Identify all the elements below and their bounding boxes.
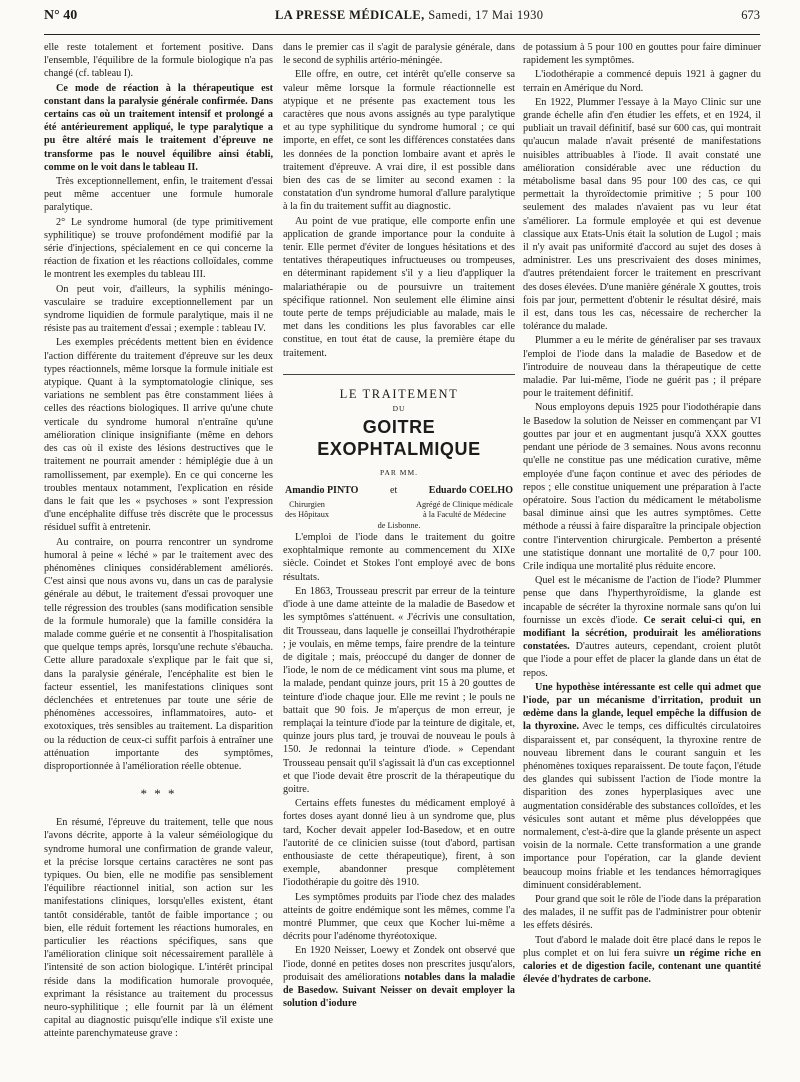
affiliation-2 (416, 500, 513, 520)
text-run: Tout d'abord le malade doit être placé dans le repos le plus complet et on lui fera suivre (523, 934, 761, 959)
affiliations (283, 500, 515, 520)
paragraph: En 1863, Trousseau prescrit par erreur de la teinture d'iode à une dame atteinte de la maladie de Basedow et les symptômes s'atténuent. « J'écrivis une consultation, dit Trousseau, dans laquelle je conseillai l'hydrothérapie ; je voulais, en même temps, faire prendre de la teinture de digitale ; mais, préoccupé du danger de donner de l'iode, le nom de ce médicament vint sous ma plume, et la malade, pendant quinze jours, prit 15 à 20 gouttes de teinture d'iode chaque jour. Elle me revint ; le pouls ne battait que 90 fois. Je m'aperçus de mon erreur, je remplaçai la teinture d'iode par la teinture de digitale, et, quinze jours plus tard, je trouvai de nouveau le pouls à 150. Je redonnai la teinture d'iode. » Cependant Trousseau pensait qu'il s'agissait là d'un cas exceptionnel et que l'iode devait être proscrit de la thérapeutique du goitre. (283, 585, 515, 795)
text-run: D'autres auteurs, cependant, croient plutôt que l'iode a pour effet de placer la glande dans un état de repos. (523, 641, 761, 679)
text-run: Quel est le mécanisme de l'action de l'iode? Plummer pense que dans l'hyperthyroïdisme, la glande est incapable de sécréter la thyroxine normale sans qu'on lui fournisse un excès d'iode. (523, 575, 761, 626)
paragraph: Elle offre, en outre, cet intérêt qu'elle conserve sa valeur même lorsque la formule réactionnelle est atypique et ne présente pas exactement tous les caractères que nous avons assignés au type paralytique et au type syphilitique du syndrome humoral ; ce qui importe, en effet, ce sont les différences constatées dans les données de la ponction lombaire avant et après le traitement d'épreuve. A vrai dire, il est possible dans bien des cas de se limiter au second examen : la constatation d'un syndrome humoral d'allure paralytique à la fin du traitement suffit au diagnostic. (283, 69, 515, 213)
paragraph: L'iodothérapie a commencé depuis 1921 à gagner du terrain en Amérique du Nord. (523, 69, 761, 94)
paragraph: En 1922, Plummer l'essaye à la Mayo Clinic sur une grande échelle afin d'en étudier les effets, et en 1924, il publiait un travail définitif, basé sur 600 cas, qui montrait qu'aucun malade n'avait présenté de manifestations nuisibles attribuables à l'iode. Il avait constaté une amélioration considérable avec une réduction du métabolisme basal dans 95 pour 100 des cas, ce qui permettait la thyroïdectomie primitive ; 5 pour 100 seulement des malades n'avaient pas vu leur état s'améliorer. La formule employée et qui est devenue classique aux Etats-Unis était la solution de Lugol ; mais il n'y avait pas uniformité d'accord au sujet des doses à administrer. Les uns prescrivaient des doses minimes, d'autres prétendaient forcer le traitement en prescrivant des doses élevées. D'une manière générale X gouttes, trois fois par jour, permettent d'obtenir le résultat désiré, mais il est, dans tous les cas, nécessaire de rechercher la tolérance du malade. (523, 96, 761, 333)
issue-date: Samedi, 17 Mai 1930 (428, 8, 544, 22)
affiliation-1-line1: Chirurgien (289, 500, 325, 510)
text-run: En 1920 Neisser, Loewy et Zondek ont observé que l'iode, donné en petites doses non prescrites jusqu'alors, produisait des améliorations (283, 945, 515, 983)
paragraph: L'emploi de l'iode dans le traitement du goitre exophtalmique remonte au commencement du XIXe siècle. Coindet et Stokes l'ont employé avec de bons résultats. (283, 532, 515, 583)
affiliation-1-line2: des Hôpitaux (285, 510, 330, 520)
text-run: Avec le temps, ces difficultés circulatoires disparaissent et, par conséquent, la thyroxine rentre de nouveau librement dans le courant sanguin et les phénomènes toxiques reparaissent. De toute façon, l'étude des glandes qui subissent l'action de l'iode montre la disparition des zones hyperplasiques avec une augmentation considérable des substances colloïdes, et les vésicules sont autant et même plus développées que normalement, c'est-à-dire que la glande présente un aspect voisin de la normale. Cette transformation a une grande importance pour l'opération, car la glande devient beaucoup moins friable et les tendances hémorragiques diminuent considérablement. (523, 721, 761, 891)
paragraph: Au point de vue pratique, elle comporte enfin une application de grande importance pour la conduite à tenir. Elle permet d'éviter de longues hésitations et des tentatives thérapeutiques infructueuses ou trompeuses, en déterminant rapidement s'il y a lieu d'appliquer la malariathérapie ou de poursuivre un traitement spécifique rationnel. Non seulement elle élimine ainsi toute perte de temps préjudiciable au malade, mais le met dans les conditions les plus favorables car elle constitue, en tout état de cause, la première étape du traitement. (283, 215, 515, 359)
text-run-bold: un régime riche en calories et de digestion facile, contenant une quantité élevée d'hydrates de carbone. (523, 947, 761, 986)
text-run-bold: Ce serait celui-ci qui, en modifiant la sécrétion, produirait les améliorations constatées. (523, 614, 761, 653)
author-conjunction: et (390, 484, 398, 496)
paragraph: de potassium à 5 pour 100 en gouttes pour faire diminuer rapidement les symptômes. (523, 42, 761, 67)
paragraph: Très exceptionnellement, enfin, le traitement d'essai peut même accentuer une formule humorale paralytique. (44, 176, 273, 214)
paragraph: On peut voir, d'ailleurs, la syphilis méningo-vasculaire se traduire exceptionnellement par un syndrome liquidien de formule paralytique, mais il ne résiste pas au traitement d'essai ; exemple : tableau IV. (44, 283, 273, 335)
paragraph: dans le premier cas il s'agit de paralysie générale, dans le second de syphilis artério-méningée. (283, 42, 515, 67)
paragraph: Les symptômes produits par l'iode chez des malades atteints de goitre endémique sont les mêmes, comme l'a montré Plummer, que ceux que Kocher lui-même a décrits pour l'adénome thyréotoxique. (283, 891, 515, 943)
text-run-bold: notables dans la maladie de Basedow. Suivant Neisser on devait employer la solution d'iodure (283, 971, 515, 1010)
author-1: Amandio PINTO (285, 484, 359, 496)
page-header (44, 8, 760, 35)
paragraph: elle reste totalement et fortement positive. Dans l'ensemble, l'équilibre de la formule biologique n'a pas changé (cf. tableau I). (44, 42, 273, 80)
authors-line (283, 484, 515, 497)
paragraph: 2° Le syndrome humoral (de type primitivement syphilitique) se trouve profondément modifié par la série d'injections, spécialement en ce qui concerne la réaction de fixation et les réactions colloïdales, comme le montrent les exemples du tableau III. (44, 216, 273, 281)
issue-number: N° 40 (44, 8, 78, 23)
affiliation-2-line1: Agrégé de Clinique médicale (416, 500, 513, 510)
paragraph (283, 944, 515, 1010)
running-title (275, 8, 543, 23)
paragraph: Plummer a eu le mérite de généraliser par ses travaux l'emploi de l'iode dans la maladie de Basedow et de l'introduire de nouveau dans la thérapeutique de cette maladie. Par lui-même, l'iode ne guérit pas ; il prépare pour le traitement définitif. (523, 335, 761, 400)
paragraph: Au contraire, on pourra rencontrer un syndrome humoral à peine « léché » par le traitement avec des phénomènes cliniques considérablement améliorés. C'est ainsi que nous avons vu, dans un cas de paralysie générale au début, le traitement d'essai provoquer une telle régression des troubles (sans modification sensible de la formule humorale) que la famille considéra la malade comme guérie et ne consentit à l'hospitalisation que quelque temps après, lorsqu'une rechute s'ébaucha. Cette allure paradoxale s'explique par le fait que si, dans la paralysie générale, l'encéphalite est bien le facteur essentiel, les manifestations cliniques sont déclenchées et entretenues par toute une série de phénomènes accessoires, inflammatoires, auto- et exotoxiques, très sensibles au traitement. La disparition ou la réduction de ceux-ci suffit parfois à entraîner une atténuation importante des symptômes, disproportionnée à l'amélioration réelle obtenue. (44, 536, 273, 772)
article-byline-par: PAR MM. (380, 467, 418, 477)
paragraph (523, 681, 761, 892)
paragraph: Certains effets funestes du médicament employé à fortes doses ayant donné lieu à un syndrome que, plus tard, Kocher devait appeler Iod-Basedow, et en outre l'autorité de ce clinicien suisse (tout d'abord, partisan enthousiaste de cette thérapeutique), firent, à son exemple, abandonner presque complètement l'iodothérapie du goitre dès 1910. (283, 798, 515, 889)
paragraph: Ce mode de réaction à la thérapeutique est constant dans la paralysie générale confirmée. Dans certains cas où un traitement intensif et prolongé a été antérieurement appliqué, le type paralytique a pu être altéré mais le traitement d'épreuve ne transforme pas le nouvel équilibre ainsi établi, comme on le voit dans le tableau II. (44, 82, 273, 173)
section-asterism: * * * (140, 786, 177, 802)
affiliation-2-line2: à la Faculté de Médecine (423, 510, 506, 520)
folio-number: 673 (741, 8, 760, 22)
paragraph (523, 934, 761, 987)
text-run-bold: Une hypothèse intéressante est celle qui admet que l'iode, par un mécanisme d'irritation, produit un œdème dans la glande, lequel empêche la diffusion de la thyroxine. (523, 681, 761, 733)
column-3 (523, 41, 761, 1066)
affiliation-city: de Lisbonne. (377, 521, 421, 531)
column-1 (44, 41, 273, 1066)
affiliation-1 (285, 500, 329, 520)
journal-name: LA PRESSE MÉDICALE, (275, 8, 425, 22)
article-title-du: DU (392, 403, 406, 413)
paragraph: Les exemples précédents mettent bien en évidence l'action différente du traitement d'épreuve sur les deux types réactionnels, même lorsque la formule initiale est atypique. Quant à la symptomatologie clinique, ses variations ne semblent pas être constamment liées à celles des réactions biologiques. Il arrive qu'une chute verticale du syndrome humoral n'entraîne qu'une amélioration clinique insignifiante (même en dehors des cas où il existe des lésions destructives que le traitement ne pourrait amender : hémiplégie due à un ramollissement, par exemple). En ce qui concerne les troubles mentaux notamment, l'explication en réside dans le fait que les « psychoses » sont l'expression d'une encéphalite diffuse très discrète que le processus résiduel suffit à entretenir. (44, 337, 273, 534)
author-2: Eduardo COELHO (428, 484, 513, 496)
paragraph: Nous employons depuis 1925 pour l'iodothérapie dans le Basedow la solution de Neisser en commençant par VI gouttes par jour et en augmentant jusqu'à XXX gouttes pendant une période de 3 semaines. Nous avons reconnu qu'elle ne constitue pas une médication curative, même employée d'une façon continue et avec des périodes de repos ; elle constitue uniquement une préparation à l'acte opératoire. Sous l'action du médicament le métabolisme basal diminue ainsi que les autres symptômes. Cette méthode a réussi à faire disparaître la principale objection contre l'intervention chirurgicale. Pemberton a présenté une statistique donnant une mortalité de 0,7 pour 100. Crile indiqua une mortalité plus réduite encore. (523, 402, 761, 572)
article-title-line1: LE TRAITEMENT (339, 386, 459, 401)
paragraph: Pour grand que soit le rôle de l'iode dans la préparation des malades, il ne suffit pas de l'administrer pour obtenir les effets désirés. (523, 894, 761, 932)
article-title-main: GOITRE EXOPHTALMIQUE (317, 416, 481, 459)
paragraph: En résumé, l'épreuve du traitement, telle que nous l'avons décrite, apporte à la valeur séméiologique du syndrome humoral une confirmation de grande valeur, et la précise lorsque certains caractères ne sont pas typiques. Ou bien, elle ne modifie pas sensiblement l'équilibre réactionnel initial, son action sur les manifestations cliniques, lorsqu'elles existent, étant tantôt considérable, tantôt de faible importance ; ou bien, elle réduit fortement les réactions humorales, en particulier les réactions spécifiques, sans que l'amélioration clinique soit nécessairement parallèle à l'intensité de son action biologique. L'intérêt principal réside dans la modification humorale provoquée, exprimant la résistance au traitement du processus neuro-syphilitique ; elle fournit par là un élément capital au diagnostic puisqu'elle indique s'il existe une atteinte parenchymateuse grave : (44, 817, 273, 1040)
column-2 (283, 41, 515, 1066)
article-title-block (283, 374, 515, 531)
paragraph (523, 574, 761, 680)
